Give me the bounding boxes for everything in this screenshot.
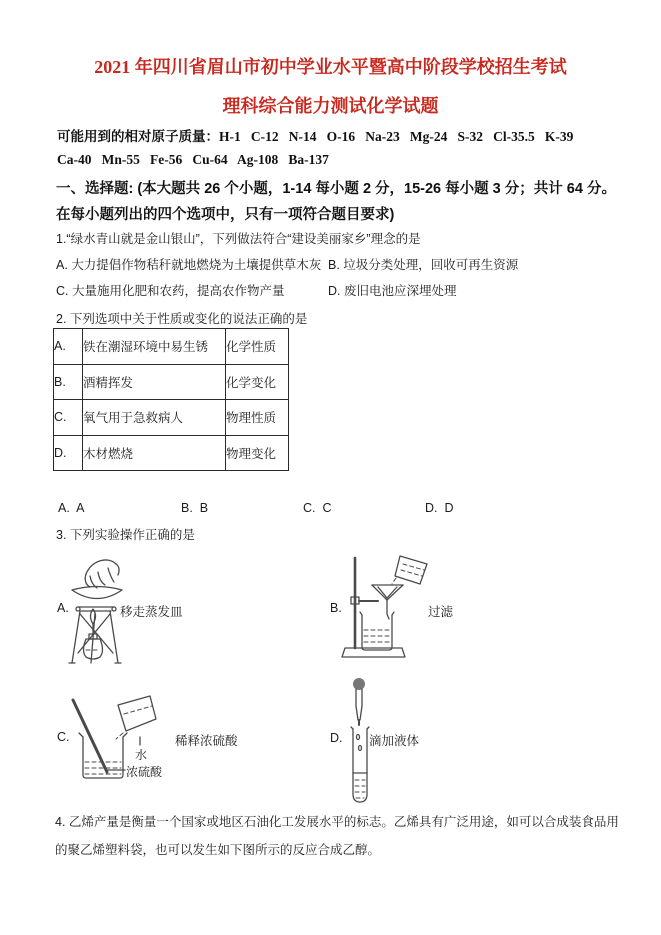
question-1-stem: 1.“绿水青山就是金山银山”，下列做法符合“建设美丽家乡”理念的是 <box>56 232 421 246</box>
pouring-beaker <box>392 556 427 584</box>
q2-answer-b: B. B <box>181 501 209 515</box>
q1-option-d: D. 废旧电池应深埋处理 <box>328 284 457 298</box>
q3-diagram-a-caption: 移走蒸发皿 <box>120 605 183 619</box>
question-4-stem: 4. 乙烯产量是衡量一个国家或地区石油化工发展水平的标志。乙烯具有广泛用途，如可以合成装食品用的聚乙烯塑料袋，也可以发生如下图所示的反应合成乙醇。 <box>55 815 619 857</box>
alcohol-lamp <box>84 609 103 659</box>
row-letter: A. <box>54 329 83 365</box>
q1-option-b: B. 垃圾分类处理，回收可再生资源 <box>328 258 519 272</box>
atomic-masses-values-1: H-1 C-12 N-14 O-16 Na-23 Mg-24 S-32 Cl-35.5 K-39 <box>219 129 574 144</box>
dropper-icon <box>353 678 365 725</box>
q2-table <box>53 328 289 471</box>
atomic-masses-line1 <box>57 125 573 145</box>
q2-answer-d: D. D <box>425 501 454 515</box>
q3-diagram-d-caption: 滴加液体 <box>369 734 420 748</box>
row-letter: C. <box>54 400 83 436</box>
water-label: 水 <box>135 748 148 762</box>
exam-title-line1: 2021 年四川省眉山市初中学业水平暨高中阶段学校招生考试 <box>94 57 567 77</box>
question-2-stem: 2. 下列选项中关于性质或变化的说法正确的是 <box>56 312 308 326</box>
exam-title-line2: 理科综合能力测试化学试题 <box>222 96 439 116</box>
table-row <box>54 400 289 436</box>
table-row <box>54 435 289 471</box>
q3-diagram-d-letter: D. <box>330 731 343 745</box>
q3-diagram-a-letter: A. <box>57 601 69 615</box>
q3-diagram-c-caption: 稀释浓硫酸 <box>175 734 238 748</box>
row-category: 物理性质 <box>226 400 289 436</box>
q2-answer-c: C. C <box>303 501 332 515</box>
row-category: 物理变化 <box>226 435 289 471</box>
row-statement: 铁在潮湿环境中易生锈 <box>83 329 226 365</box>
acid-label: 浓硫酸 <box>126 765 163 779</box>
question-3-stem: 3. 下列实验操作正确的是 <box>56 528 195 542</box>
row-statement: 木材燃烧 <box>83 435 226 471</box>
row-category: 化学性质 <box>226 329 289 365</box>
row-statement: 酒精挥发 <box>83 364 226 400</box>
q2-answer-a: A. A <box>58 501 85 515</box>
glass-stirring-rod <box>73 700 107 772</box>
water-cup <box>116 696 156 739</box>
q3-diagram-c-letter: C. <box>57 730 70 744</box>
row-letter: D. <box>54 435 83 471</box>
q3-diagram-b-letter: B. <box>330 601 342 615</box>
table-row <box>54 329 289 365</box>
row-category: 化学变化 <box>226 364 289 400</box>
dilution-beaker <box>79 733 127 778</box>
atomic-masses-line2: Ca-40 Mn-55 Fe-56 Cu-64 Ag-108 Ba-137 <box>57 152 329 167</box>
row-statement: 氧气用于急救病人 <box>83 400 226 436</box>
table-row <box>54 364 289 400</box>
row-letter: B. <box>54 364 83 400</box>
atomic-masses-label: 可能用到的相对原子质量： <box>57 129 219 144</box>
test-tube <box>351 727 369 802</box>
filtration-diagram <box>340 552 435 662</box>
hand-icon <box>85 560 119 588</box>
q1-option-a: A. 大力提倡作物秸秆就地燃烧为土壤提供草木灰 <box>56 258 322 272</box>
q3-diagram-b-caption: 过滤 <box>428 605 454 619</box>
evaporating-dish-diagram <box>64 554 124 666</box>
q1-option-c: C. 大量施用化肥和农药，提高农作物产量 <box>56 284 285 298</box>
section-1-heading: 一、选择题: (本大题共 26 个小题，1-14 每小题 2 分，15-26 每小题 3 分；共计 64 分。在每小题列出的四个选项中，只有一项符合题目要求) <box>56 181 616 223</box>
